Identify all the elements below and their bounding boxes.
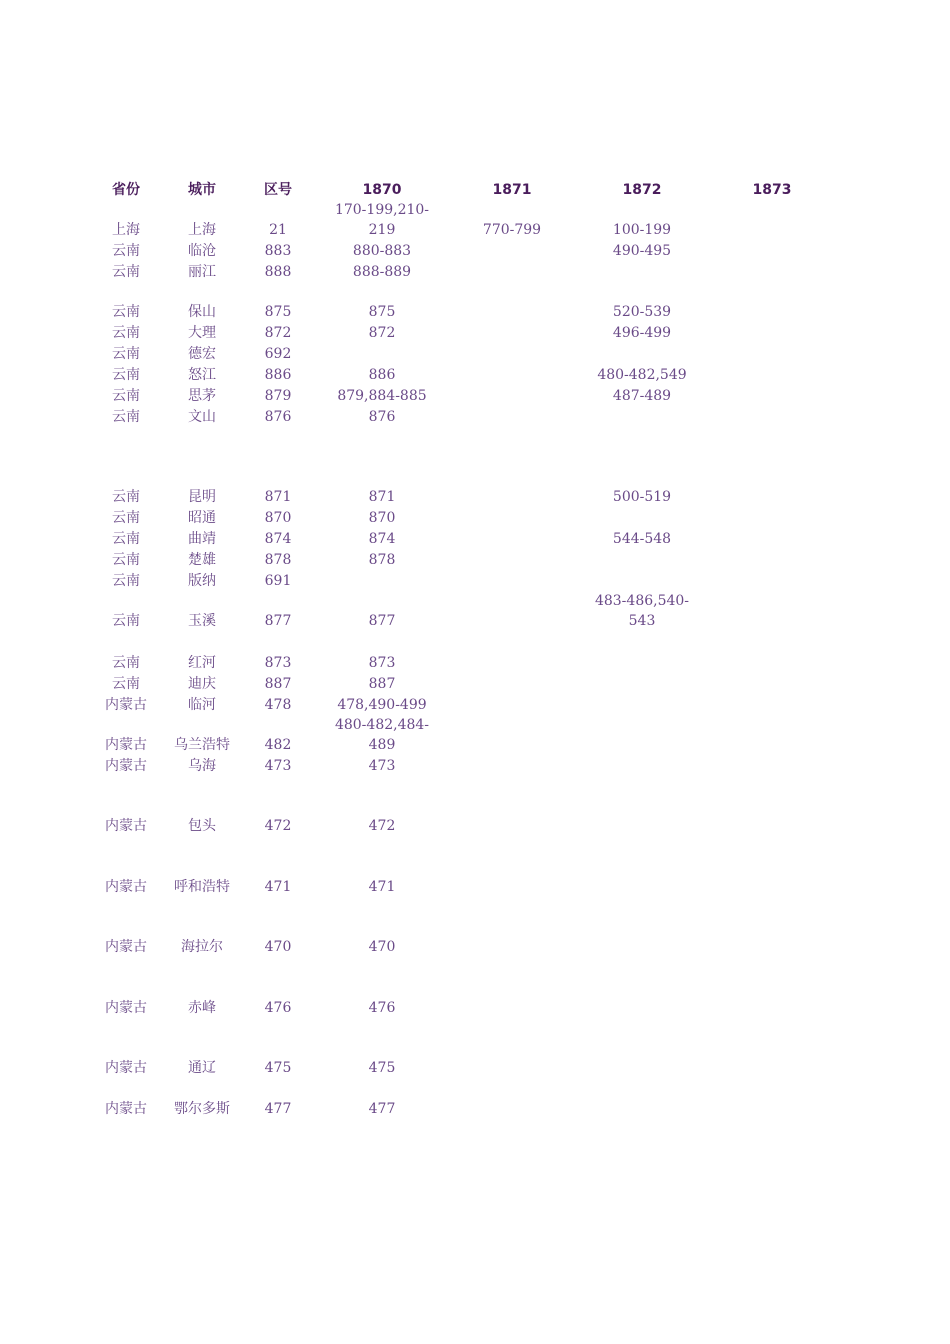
cell-area-code: 692	[264, 346, 292, 362]
cell-y1870: 471	[368, 879, 396, 895]
cell-y1870: 472	[368, 818, 396, 834]
cell-y1870: 879,884-885	[337, 388, 427, 404]
cell-y1870: 878	[368, 552, 396, 568]
cell-y1870: 871	[368, 489, 396, 505]
cell-city: 德宏	[188, 346, 216, 362]
cell-y1872: 544-548	[612, 531, 672, 547]
cell-y1870: 876	[368, 409, 396, 425]
cell-province: 云南	[112, 346, 140, 362]
cell-province: 云南	[112, 367, 140, 383]
cell-y1870: 888-889	[352, 264, 412, 280]
cell-city: 红河	[188, 655, 216, 671]
cell-area-code: 475	[264, 1060, 292, 1076]
cell-y1870: 874	[368, 531, 396, 547]
cell-province: 内蒙古	[105, 1101, 147, 1117]
cell-city: 昭通	[188, 510, 216, 526]
cell-y1870: 476	[368, 1000, 396, 1016]
cell-city: 鄂尔多斯	[174, 1101, 230, 1117]
cell-y1870: 475	[368, 1060, 396, 1076]
cell-province: 内蒙古	[105, 818, 147, 834]
cell-province: 内蒙古	[105, 879, 147, 895]
cell-y1870: 473	[368, 758, 396, 774]
cell-area-code: 873	[264, 655, 292, 671]
cell-y1870: 480-482,484- 489	[334, 717, 430, 753]
header-y1873: 1873	[752, 182, 792, 198]
cell-province: 云南	[112, 531, 140, 547]
cell-city: 临沧	[188, 243, 216, 259]
cell-city: 怒江	[188, 367, 216, 383]
cell-area-code: 472	[264, 818, 292, 834]
cell-city: 呼和浩特	[174, 879, 230, 895]
header-y1871: 1871	[492, 182, 532, 198]
cell-area-code: 871	[264, 489, 292, 505]
cell-province: 云南	[112, 655, 140, 671]
cell-city: 迪庆	[188, 676, 216, 692]
cell-city: 包头	[188, 818, 216, 834]
cell-province: 云南	[112, 489, 140, 505]
cell-province: 云南	[112, 676, 140, 692]
cell-y1870: 870	[368, 510, 396, 526]
cell-area-code: 875	[264, 304, 292, 320]
cell-y1872: 496-499	[612, 325, 672, 341]
cell-y1870: 873	[368, 655, 396, 671]
cell-province: 云南	[112, 510, 140, 526]
cell-y1870: 886	[368, 367, 396, 383]
cell-city: 昆明	[188, 489, 216, 505]
cell-area-code: 478	[264, 697, 292, 713]
cell-y1870: 470	[368, 939, 396, 955]
header-area-code: 区号	[264, 182, 292, 198]
cell-province: 云南	[112, 264, 140, 280]
header-city: 城市	[188, 182, 216, 198]
cell-area-code: 470	[264, 939, 292, 955]
cell-y1872: 483-486,540- 543	[594, 593, 690, 629]
cell-province: 云南	[112, 613, 140, 629]
cell-city: 思茅	[188, 388, 216, 404]
cell-province: 云南	[112, 409, 140, 425]
cell-area-code: 473	[264, 758, 292, 774]
cell-y1871: 770-799	[482, 222, 542, 238]
header-y1870: 1870	[362, 182, 402, 198]
cell-area-code: 691	[264, 573, 292, 589]
cell-province: 内蒙古	[105, 1000, 147, 1016]
cell-city: 曲靖	[188, 531, 216, 547]
cell-area-code: 883	[264, 243, 292, 259]
cell-area-code: 21	[269, 222, 287, 238]
cell-y1870: 872	[368, 325, 396, 341]
cell-y1870: 477	[368, 1101, 396, 1117]
cell-area-code: 874	[264, 531, 292, 547]
cell-city: 上海	[188, 222, 216, 238]
cell-city: 海拉尔	[181, 939, 223, 955]
cell-province: 云南	[112, 243, 140, 259]
cell-y1870: 478,490-499	[337, 697, 427, 713]
cell-province: 内蒙古	[105, 758, 147, 774]
cell-city: 丽江	[188, 264, 216, 280]
cell-city: 乌海	[188, 758, 216, 774]
cell-city: 文山	[188, 409, 216, 425]
cell-area-code: 879	[264, 388, 292, 404]
cell-y1870: 877	[368, 613, 396, 629]
cell-area-code: 870	[264, 510, 292, 526]
cell-y1872: 487-489	[612, 388, 672, 404]
cell-area-code: 471	[264, 879, 292, 895]
cell-y1872: 500-519	[612, 489, 672, 505]
cell-province: 内蒙古	[105, 697, 147, 713]
cell-city: 玉溪	[188, 613, 216, 629]
cell-area-code: 878	[264, 552, 292, 568]
cell-city: 保山	[188, 304, 216, 320]
cell-y1872: 480-482,549	[597, 367, 687, 383]
cell-y1870: 880-883	[352, 243, 412, 259]
cell-area-code: 888	[264, 264, 292, 280]
cell-y1870: 170-199,210- 219	[334, 202, 430, 238]
header-province: 省份	[112, 182, 140, 198]
cell-province: 内蒙古	[105, 1060, 147, 1076]
cell-area-code: 872	[264, 325, 292, 341]
cell-area-code: 876	[264, 409, 292, 425]
cell-province: 云南	[112, 388, 140, 404]
cell-y1870: 887	[368, 676, 396, 692]
cell-area-code: 887	[264, 676, 292, 692]
cell-province: 内蒙古	[105, 939, 147, 955]
header-y1872: 1872	[622, 182, 662, 198]
cell-province: 云南	[112, 573, 140, 589]
cell-city: 版纳	[188, 573, 216, 589]
cell-city: 乌兰浩特	[174, 737, 230, 753]
cell-area-code: 877	[264, 613, 292, 629]
cell-city: 楚雄	[188, 552, 216, 568]
cell-area-code: 482	[264, 737, 292, 753]
cell-y1872: 490-495	[612, 243, 672, 259]
cell-province: 云南	[112, 552, 140, 568]
cell-province: 上海	[112, 222, 140, 238]
cell-y1872: 520-539	[612, 304, 672, 320]
cell-area-code: 476	[264, 1000, 292, 1016]
cell-city: 通辽	[188, 1060, 216, 1076]
cell-city: 大理	[188, 325, 216, 341]
cell-y1872: 100-199	[612, 222, 672, 238]
cell-area-code: 477	[264, 1101, 292, 1117]
cell-province: 云南	[112, 325, 140, 341]
cell-y1870: 875	[368, 304, 396, 320]
cell-province: 内蒙古	[105, 737, 147, 753]
cell-city: 临河	[188, 697, 216, 713]
cell-province: 云南	[112, 304, 140, 320]
cell-city: 赤峰	[188, 1000, 216, 1016]
cell-area-code: 886	[264, 367, 292, 383]
